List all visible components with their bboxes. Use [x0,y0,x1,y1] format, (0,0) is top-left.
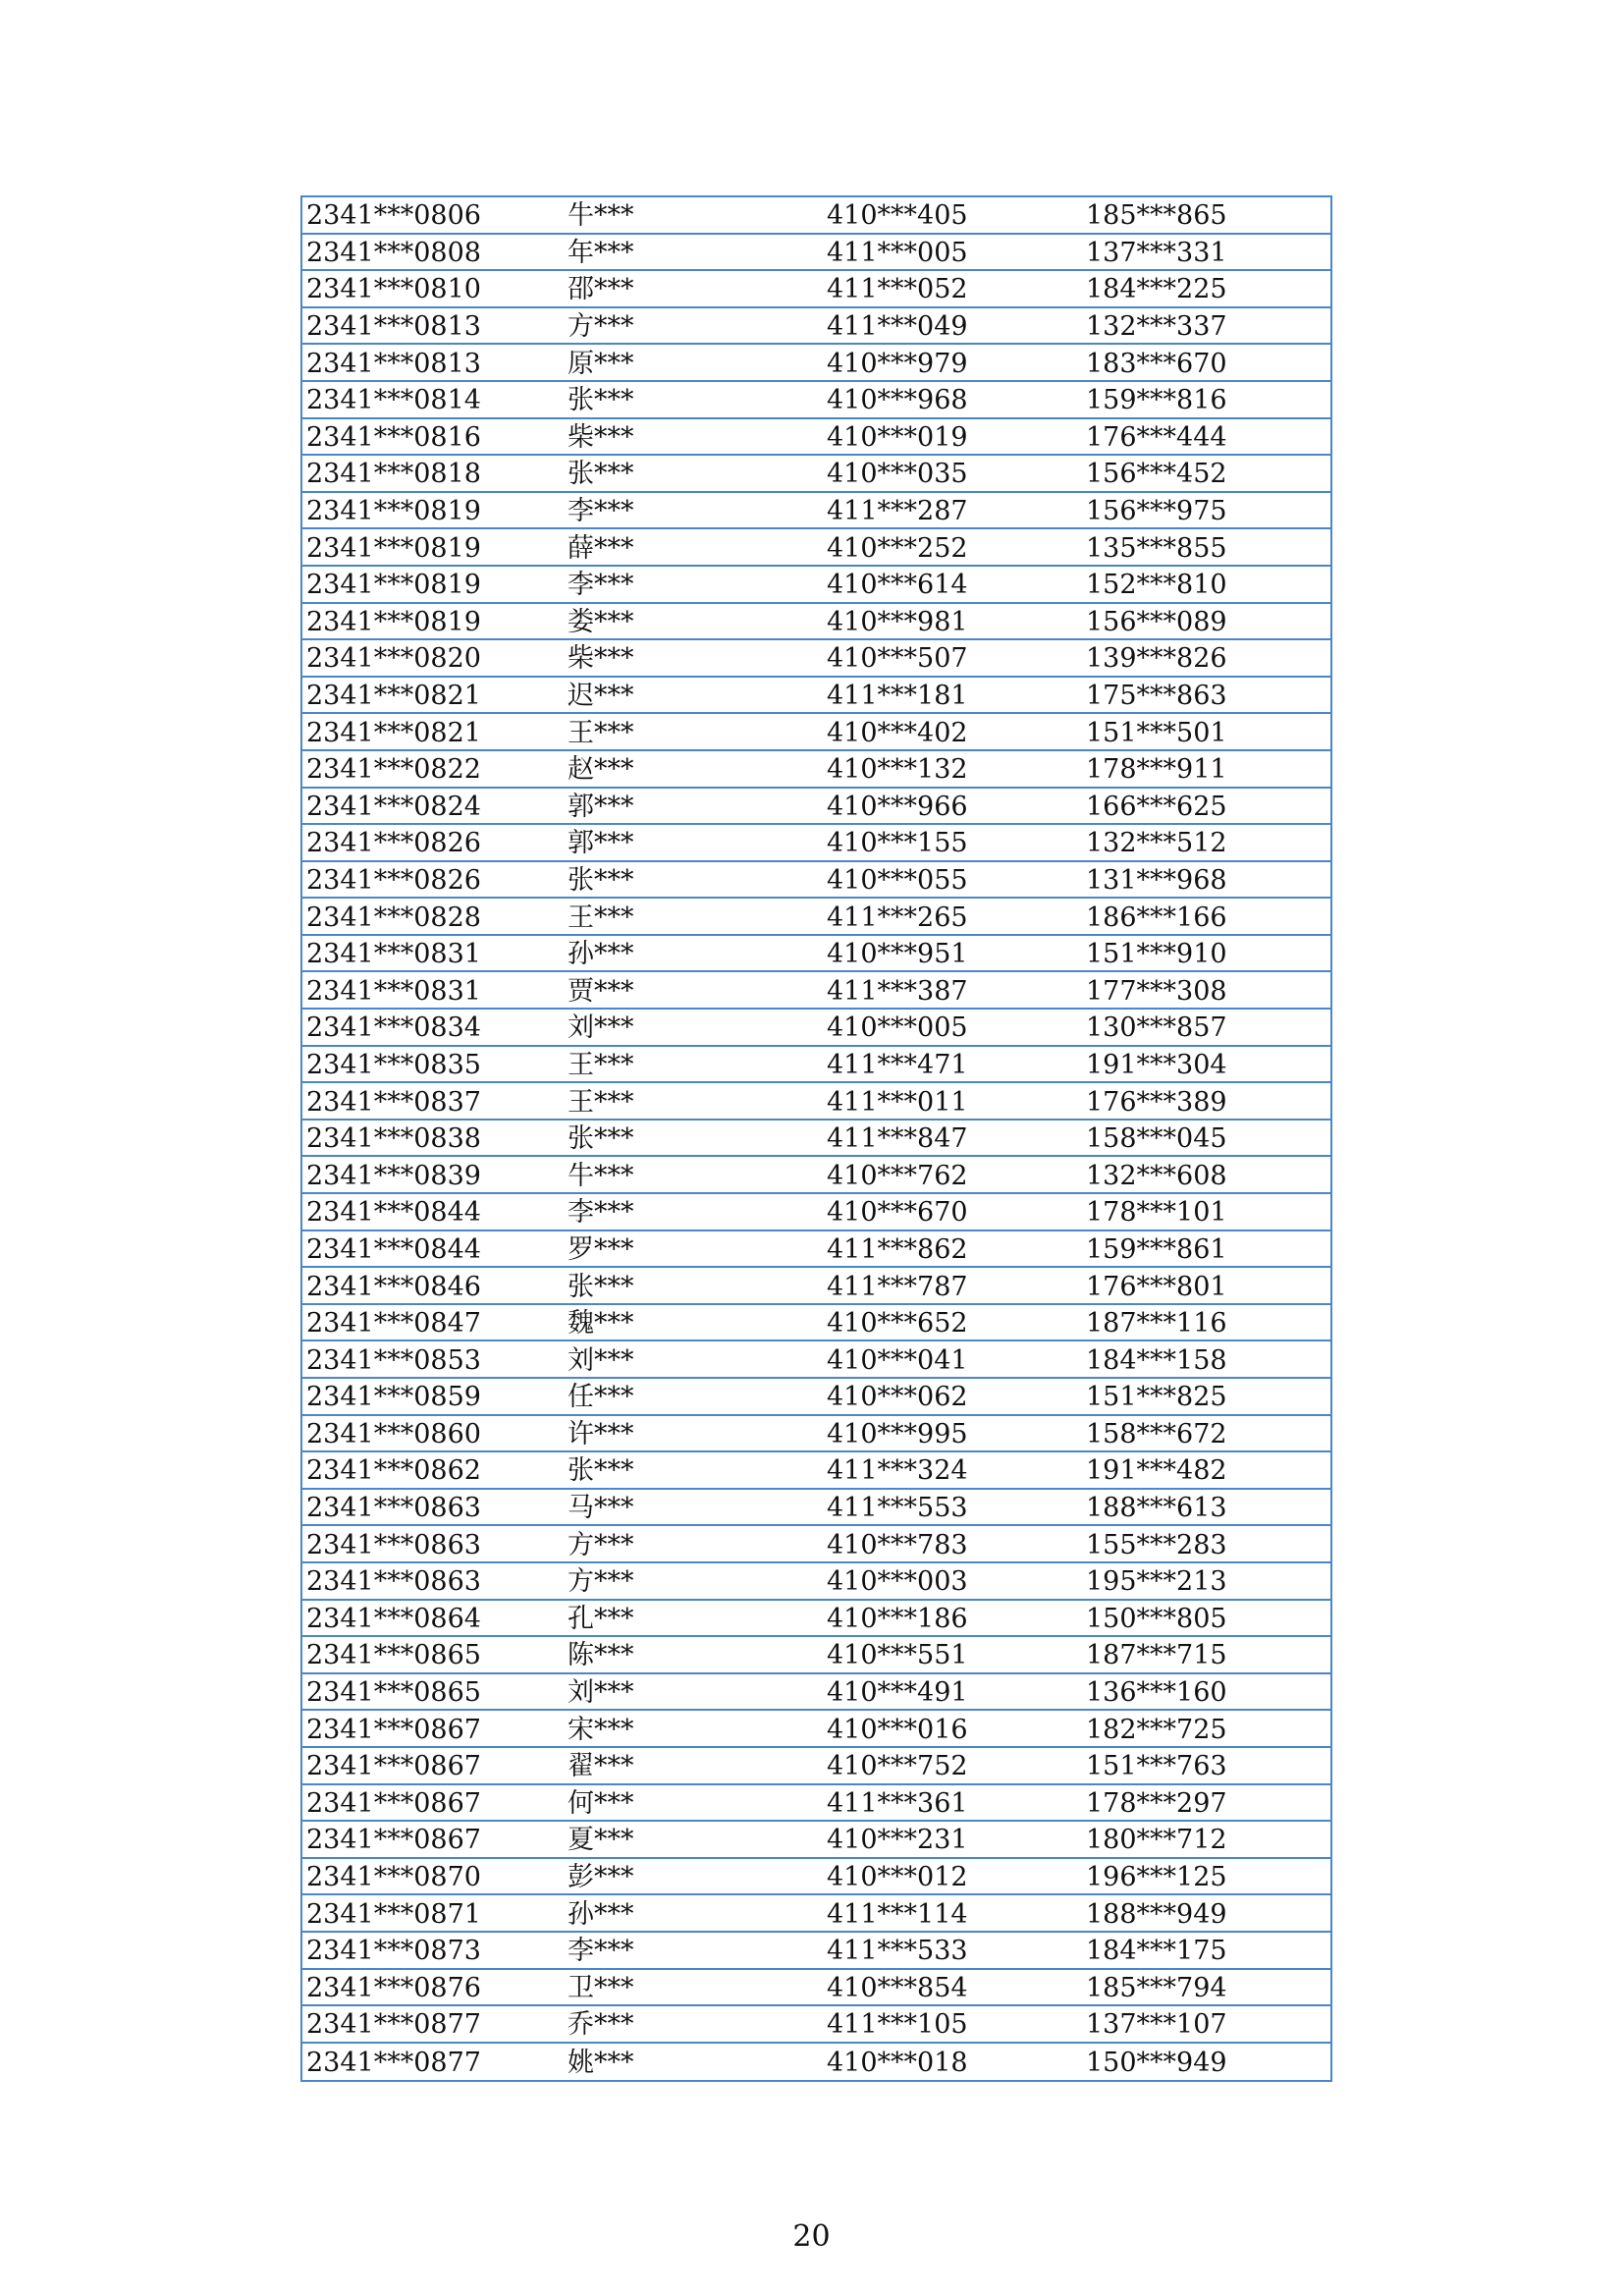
name-cell: 陈*** [568,1640,634,1669]
id-number-cell: 410***231 [827,1825,968,1854]
name-cell: 牛*** [568,200,634,230]
name-cell: 罗*** [568,1233,634,1263]
phone-cell: 185***794 [1086,1972,1227,2001]
id-number-cell: 411***265 [827,902,968,931]
id-cell: 2341***0867 [306,1825,481,1854]
id-cell: 2341***0876 [306,1972,481,2001]
table-row [302,308,1330,346]
id-cell: 2341***0847 [306,1308,481,1338]
id-number-cell: 411***471 [827,1049,968,1078]
id-cell: 2341***0877 [306,2047,481,2076]
phone-cell: 184***158 [1086,1344,1227,1374]
id-cell: 2341***0864 [306,1603,481,1632]
id-cell: 2341***0863 [306,1493,481,1522]
id-number-cell: 410***402 [827,717,968,746]
id-cell: 2341***0860 [306,1418,481,1448]
table-row [302,1305,1330,1342]
table-row [302,1711,1330,1748]
phone-cell: 178***101 [1086,1197,1227,1227]
id-cell: 2341***0819 [306,570,481,599]
table-row [302,567,1330,604]
id-cell: 2341***0806 [306,200,481,230]
table-row [302,1083,1330,1121]
id-number-cell: 410***132 [827,754,968,784]
table-row [302,899,1330,936]
phone-cell: 195***213 [1086,1566,1227,1596]
table-row [302,1674,1330,1712]
id-cell: 2341***0844 [306,1233,481,1263]
table-row [302,1490,1330,1527]
name-cell: 王*** [568,1049,634,1078]
phone-cell: 187***715 [1086,1640,1227,1669]
phone-cell: 151***501 [1086,717,1227,746]
name-cell: 方*** [568,1529,634,1558]
phone-cell: 156***452 [1086,459,1227,488]
phone-cell: 187***116 [1086,1308,1227,1338]
id-number-cell: 410***003 [827,1566,968,1596]
phone-cell: 132***608 [1086,1160,1227,1189]
name-cell: 刘*** [568,1677,634,1707]
name-cell: 马*** [568,1493,634,1522]
phone-cell: 136***160 [1086,1677,1227,1707]
id-number-cell: 410***186 [827,1603,968,1632]
id-cell: 2341***0839 [306,1160,481,1189]
table-row [302,1933,1330,1970]
name-cell: 张*** [568,459,634,488]
name-cell: 宋*** [568,1714,634,1743]
table-row [302,1748,1330,1785]
id-number-cell: 411***361 [827,1787,968,1817]
id-number-cell: 410***652 [827,1308,968,1338]
id-cell: 2341***0826 [306,828,481,857]
phone-cell: 166***625 [1086,791,1227,820]
id-cell: 2341***0838 [306,1123,481,1153]
name-cell: 张*** [568,1455,634,1485]
id-cell: 2341***0835 [306,1049,481,1078]
phone-cell: 176***389 [1086,1086,1227,1116]
id-number-cell: 411***049 [827,311,968,341]
phone-cell: 151***910 [1086,939,1227,968]
id-number-cell: 410***491 [827,1677,968,1707]
id-cell: 2341***0853 [306,1344,481,1374]
phone-cell: 188***613 [1086,1493,1227,1522]
phone-cell: 139***826 [1086,643,1227,673]
name-cell: 邵*** [568,274,634,303]
name-cell: 何*** [568,1787,634,1817]
id-number-cell: 411***387 [827,975,968,1005]
table-row [302,2006,1330,2044]
id-cell: 2341***0808 [306,237,481,266]
table-row [302,1895,1330,1933]
id-cell: 2341***0831 [306,975,481,1005]
phone-cell: 137***107 [1086,2009,1227,2039]
phone-cell: 135***855 [1086,532,1227,562]
id-cell: 2341***0859 [306,1382,481,1411]
name-cell: 乔*** [568,2009,634,2039]
id-cell: 2341***0820 [306,643,481,673]
table-row [302,2044,1330,2081]
table-row [302,862,1330,900]
phone-cell: 176***801 [1086,1271,1227,1300]
id-cell: 2341***0867 [306,1714,481,1743]
table-row [302,1047,1330,1084]
id-cell: 2341***0863 [306,1566,481,1596]
id-cell: 2341***0865 [306,1677,481,1707]
id-number-cell: 411***324 [827,1455,968,1485]
name-cell: 王*** [568,902,634,931]
table-row [302,1601,1330,1638]
table-row [302,714,1330,751]
id-number-cell: 411***114 [827,1898,968,1928]
id-number-cell: 410***762 [827,1160,968,1189]
table-row [302,419,1330,457]
id-cell: 2341***0821 [306,681,481,710]
name-cell: 原*** [568,348,634,377]
id-number-cell: 410***979 [827,348,968,377]
name-cell: 夏*** [568,1825,634,1854]
id-number-cell: 410***035 [827,459,968,488]
id-cell: 2341***0824 [306,791,481,820]
name-cell: 王*** [568,1086,634,1116]
phone-cell: 156***089 [1086,606,1227,635]
id-number-cell: 410***951 [827,939,968,968]
table-row [302,1194,1330,1231]
table-row [302,1231,1330,1269]
table-row [302,1859,1330,1896]
phone-cell: 182***725 [1086,1714,1227,1743]
id-number-cell: 410***252 [827,532,968,562]
id-cell: 2341***0831 [306,939,481,968]
id-number-cell: 410***055 [827,864,968,894]
phone-cell: 151***763 [1086,1751,1227,1780]
table-row [302,1341,1330,1379]
name-cell: 年*** [568,237,634,266]
table-row [302,1416,1330,1453]
phone-cell: 159***861 [1086,1233,1227,1263]
id-number-cell: 410***551 [827,1640,968,1669]
name-cell: 李*** [568,570,634,599]
table-row [302,678,1330,715]
name-cell: 李*** [568,1197,634,1227]
name-cell: 许*** [568,1418,634,1448]
name-cell: 张*** [568,385,634,414]
id-number-cell: 410***019 [827,421,968,451]
table-row [302,1268,1330,1305]
table-row [302,1822,1330,1859]
id-cell: 2341***0810 [306,274,481,303]
id-number-cell: 410***995 [827,1418,968,1448]
phone-cell: 180***712 [1086,1825,1227,1854]
id-number-cell: 411***181 [827,681,968,710]
name-cell: 彭*** [568,1862,634,1891]
phone-cell: 185***865 [1086,200,1227,230]
id-number-cell: 410***155 [827,828,968,857]
table-row [302,936,1330,973]
id-cell: 2341***0873 [306,1936,481,1965]
phone-cell: 183***670 [1086,348,1227,377]
phone-cell: 178***911 [1086,754,1227,784]
id-cell: 2341***0870 [306,1862,481,1891]
id-number-cell: 410***012 [827,1862,968,1891]
table-row [302,382,1330,419]
phone-cell: 196***125 [1086,1862,1227,1891]
phone-cell: 186***166 [1086,902,1227,931]
id-number-cell: 410***018 [827,2047,968,2076]
name-cell: 张*** [568,864,634,894]
table-row [302,1785,1330,1823]
name-cell: 孔*** [568,1603,634,1632]
id-cell: 2341***0865 [306,1640,481,1669]
name-cell: 柴*** [568,421,634,451]
name-cell: 迟*** [568,681,634,710]
table-row [302,529,1330,567]
name-cell: 王*** [568,717,634,746]
id-cell: 2341***0822 [306,754,481,784]
table-row [302,1637,1330,1674]
phone-cell: 158***045 [1086,1123,1227,1153]
table-row [302,456,1330,493]
table-row [302,1970,1330,2007]
phone-cell: 150***949 [1086,2047,1227,2076]
id-number-cell: 411***862 [827,1233,968,1263]
name-cell: 任*** [568,1382,634,1411]
phone-cell: 191***482 [1086,1455,1227,1485]
name-cell: 刘*** [568,1012,634,1042]
id-cell: 2341***0813 [306,311,481,341]
page-number: 20 [792,2219,831,2254]
id-number-cell: 410***507 [827,643,968,673]
name-cell: 娄*** [568,606,634,635]
phone-cell: 130***857 [1086,1012,1227,1042]
phone-cell: 184***175 [1086,1936,1227,1965]
name-cell: 方*** [568,311,634,341]
table-row [302,1157,1330,1194]
id-number-cell: 410***966 [827,791,968,820]
phone-cell: 178***297 [1086,1787,1227,1817]
id-number-cell: 410***854 [827,1972,968,2001]
name-cell: 郭*** [568,791,634,820]
id-cell: 2341***0837 [306,1086,481,1116]
name-cell: 孙*** [568,939,634,968]
phone-cell: 132***337 [1086,311,1227,341]
id-cell: 2341***0844 [306,1197,481,1227]
phone-cell: 152***810 [1086,570,1227,599]
table-row [302,751,1330,789]
id-number-cell: 410***670 [827,1197,968,1227]
name-cell: 刘*** [568,1344,634,1374]
id-number-cell: 411***533 [827,1936,968,1965]
id-cell: 2341***0816 [306,421,481,451]
id-number-cell: 410***041 [827,1344,968,1374]
phone-cell: 158***672 [1086,1418,1227,1448]
id-number-cell: 410***016 [827,1714,968,1743]
table-row [302,1379,1330,1416]
phone-cell: 184***225 [1086,274,1227,303]
name-cell: 贾*** [568,975,634,1005]
table-row [302,1121,1330,1158]
id-number-cell: 410***968 [827,385,968,414]
id-cell: 2341***0814 [306,385,481,414]
id-number-cell: 410***752 [827,1751,968,1780]
table-row [302,493,1330,530]
name-cell: 李*** [568,1936,634,1965]
id-number-cell: 411***287 [827,496,968,525]
id-cell: 2341***0826 [306,864,481,894]
table-row [302,1010,1330,1047]
name-cell: 卫*** [568,1972,634,2001]
name-cell: 郭*** [568,828,634,857]
id-number-cell: 411***553 [827,1493,968,1522]
id-number-cell: 411***052 [827,274,968,303]
name-cell: 薛*** [568,532,634,562]
id-number-cell: 410***405 [827,200,968,230]
id-cell: 2341***0846 [306,1271,481,1300]
phone-cell: 131***968 [1086,864,1227,894]
table-row [302,972,1330,1010]
id-cell: 2341***0871 [306,1898,481,1928]
phone-cell: 159***816 [1086,385,1227,414]
name-cell: 李*** [568,496,634,525]
phone-cell: 191***304 [1086,1049,1227,1078]
name-cell: 孙*** [568,1898,634,1928]
id-number-cell: 410***614 [827,570,968,599]
table-row [302,1563,1330,1601]
table-row [302,640,1330,678]
phone-cell: 155***283 [1086,1529,1227,1558]
phone-cell: 177***308 [1086,975,1227,1005]
table-row [302,789,1330,826]
phone-cell: 137***331 [1086,237,1227,266]
table-row [302,1452,1330,1490]
table-row [302,1526,1330,1563]
id-cell: 2341***0813 [306,348,481,377]
table-row [302,825,1330,862]
id-cell: 2341***0877 [306,2009,481,2039]
id-cell: 2341***0828 [306,902,481,931]
id-cell: 2341***0867 [306,1787,481,1817]
name-cell: 张*** [568,1271,634,1300]
phone-cell: 188***949 [1086,1898,1227,1928]
id-number-cell: 411***005 [827,237,968,266]
id-cell: 2341***0819 [306,532,481,562]
table-row [302,197,1330,235]
table-row [302,271,1330,308]
id-cell: 2341***0834 [306,1012,481,1042]
id-cell: 2341***0819 [306,606,481,635]
name-cell: 赵*** [568,754,634,784]
name-cell: 翟*** [568,1751,634,1780]
table-row [302,604,1330,641]
phone-cell: 132***512 [1086,828,1227,857]
id-number-cell: 410***783 [827,1529,968,1558]
table-row [302,345,1330,382]
name-cell: 张*** [568,1123,634,1153]
phone-cell: 150***805 [1086,1603,1227,1632]
name-cell: 方*** [568,1566,634,1596]
id-number-cell: 411***847 [827,1123,968,1153]
id-number-cell: 410***005 [827,1012,968,1042]
id-cell: 2341***0862 [306,1455,481,1485]
id-cell: 2341***0863 [306,1529,481,1558]
id-cell: 2341***0819 [306,496,481,525]
id-cell: 2341***0867 [306,1751,481,1780]
name-cell: 牛*** [568,1160,634,1189]
name-cell: 柴*** [568,643,634,673]
id-number-cell: 411***787 [827,1271,968,1300]
id-number-cell: 411***011 [827,1086,968,1116]
id-number-cell: 410***062 [827,1382,968,1411]
name-cell: 魏*** [568,1308,634,1338]
id-number-cell: 410***981 [827,606,968,635]
phone-cell: 175***863 [1086,681,1227,710]
phone-cell: 151***825 [1086,1382,1227,1411]
id-cell: 2341***0821 [306,717,481,746]
phone-cell: 176***444 [1086,421,1227,451]
id-number-cell: 411***105 [827,2009,968,2039]
data-table [300,195,1332,2082]
table-row [302,235,1330,272]
name-cell: 姚*** [568,2047,634,2076]
phone-cell: 156***975 [1086,496,1227,525]
id-cell: 2341***0818 [306,459,481,488]
